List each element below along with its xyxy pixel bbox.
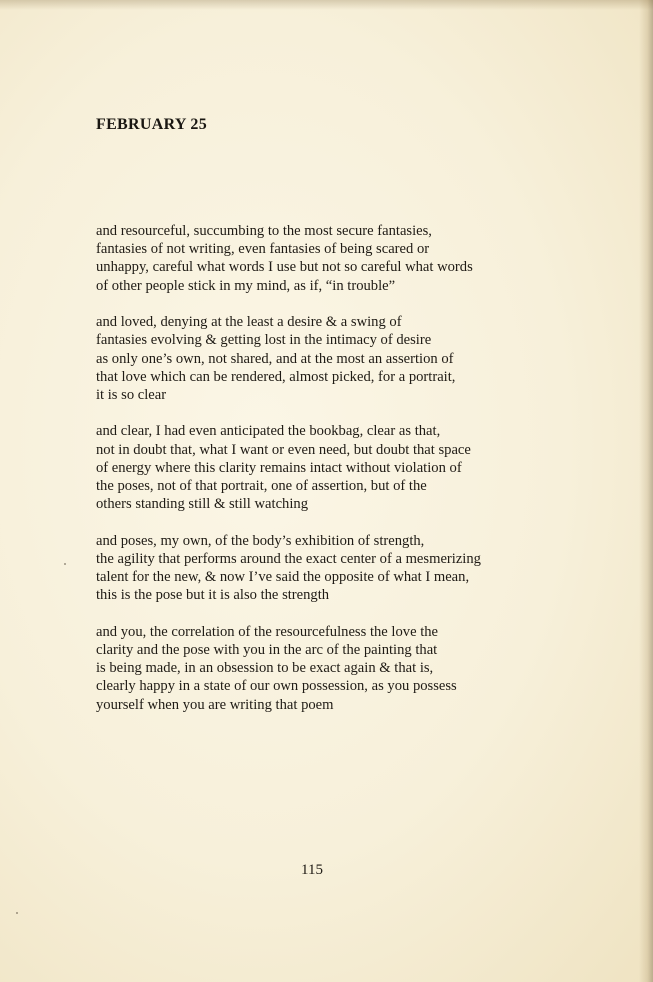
poem-line: and you, the correlation of the resourcefulness the love the: [96, 623, 439, 640]
poem-line: that love which can be rendered, almost picked, for a portrait,: [96, 368, 456, 385]
poem-line: is being made, in an obsession to be exact again & that is,: [96, 660, 434, 677]
stanza-5: [96, 623, 536, 714]
poem-line: fantasies of not writing, even fantasies of being scared or: [96, 241, 430, 258]
poem-line: yourself when you are writing that poem: [96, 696, 334, 713]
poem-line: this is the pose but it is also the strength: [96, 587, 330, 604]
poem-line: unhappy, careful what words I use but not so careful what words: [96, 259, 473, 276]
page-top-edge-shadow: [0, 0, 653, 10]
paper-speck: [64, 563, 66, 565]
poem-line: the agility that performs around the exact center of a mesmerizing: [96, 550, 481, 567]
paper-speck: [16, 912, 18, 914]
poem-line: and poses, my own, of the body’s exhibition of strength,: [96, 532, 425, 549]
stanza-2: [96, 313, 536, 404]
poem-line: clearly happy in a state of our own possession, as you possess: [96, 678, 457, 695]
poem-line: others standing still & still watching: [96, 496, 309, 513]
poem-body: [96, 222, 536, 732]
poem-line: and loved, denying at the least a desire & a swing of: [96, 314, 402, 331]
page-right-edge-shadow: [639, 0, 653, 982]
page-number: 115: [301, 862, 323, 878]
poem-line: talent for the new, & now I’ve said the opposite of what I mean,: [96, 569, 470, 586]
poem-line: the poses, not of that portrait, one of assertion, but of the: [96, 478, 427, 495]
poem-line: clarity and the pose with you in the arc of the painting that: [96, 642, 438, 659]
poem-line: not in doubt that, what I want or even need, but doubt that space: [96, 441, 471, 458]
poem-title: FEBRUARY 25: [96, 116, 208, 133]
stanza-1: [96, 222, 536, 295]
stanza-4: [96, 532, 536, 605]
poem-line: and clear, I had even anticipated the bookbag, clear as that,: [96, 423, 441, 440]
stanza-3: [96, 422, 536, 513]
poem-line: of other people stick in my mind, as if, “in trouble”: [96, 277, 396, 294]
poem-line: it is so clear: [96, 386, 167, 403]
poem-line: and resourceful, succumbing to the most secure fantasies,: [96, 223, 432, 239]
poem-line: of energy where this clarity remains intact without violation of: [96, 459, 462, 476]
poem-line: as only one’s own, not shared, and at the most an assertion of: [96, 350, 454, 367]
poem-line: fantasies evolving & getting lost in the intimacy of desire: [96, 332, 432, 349]
